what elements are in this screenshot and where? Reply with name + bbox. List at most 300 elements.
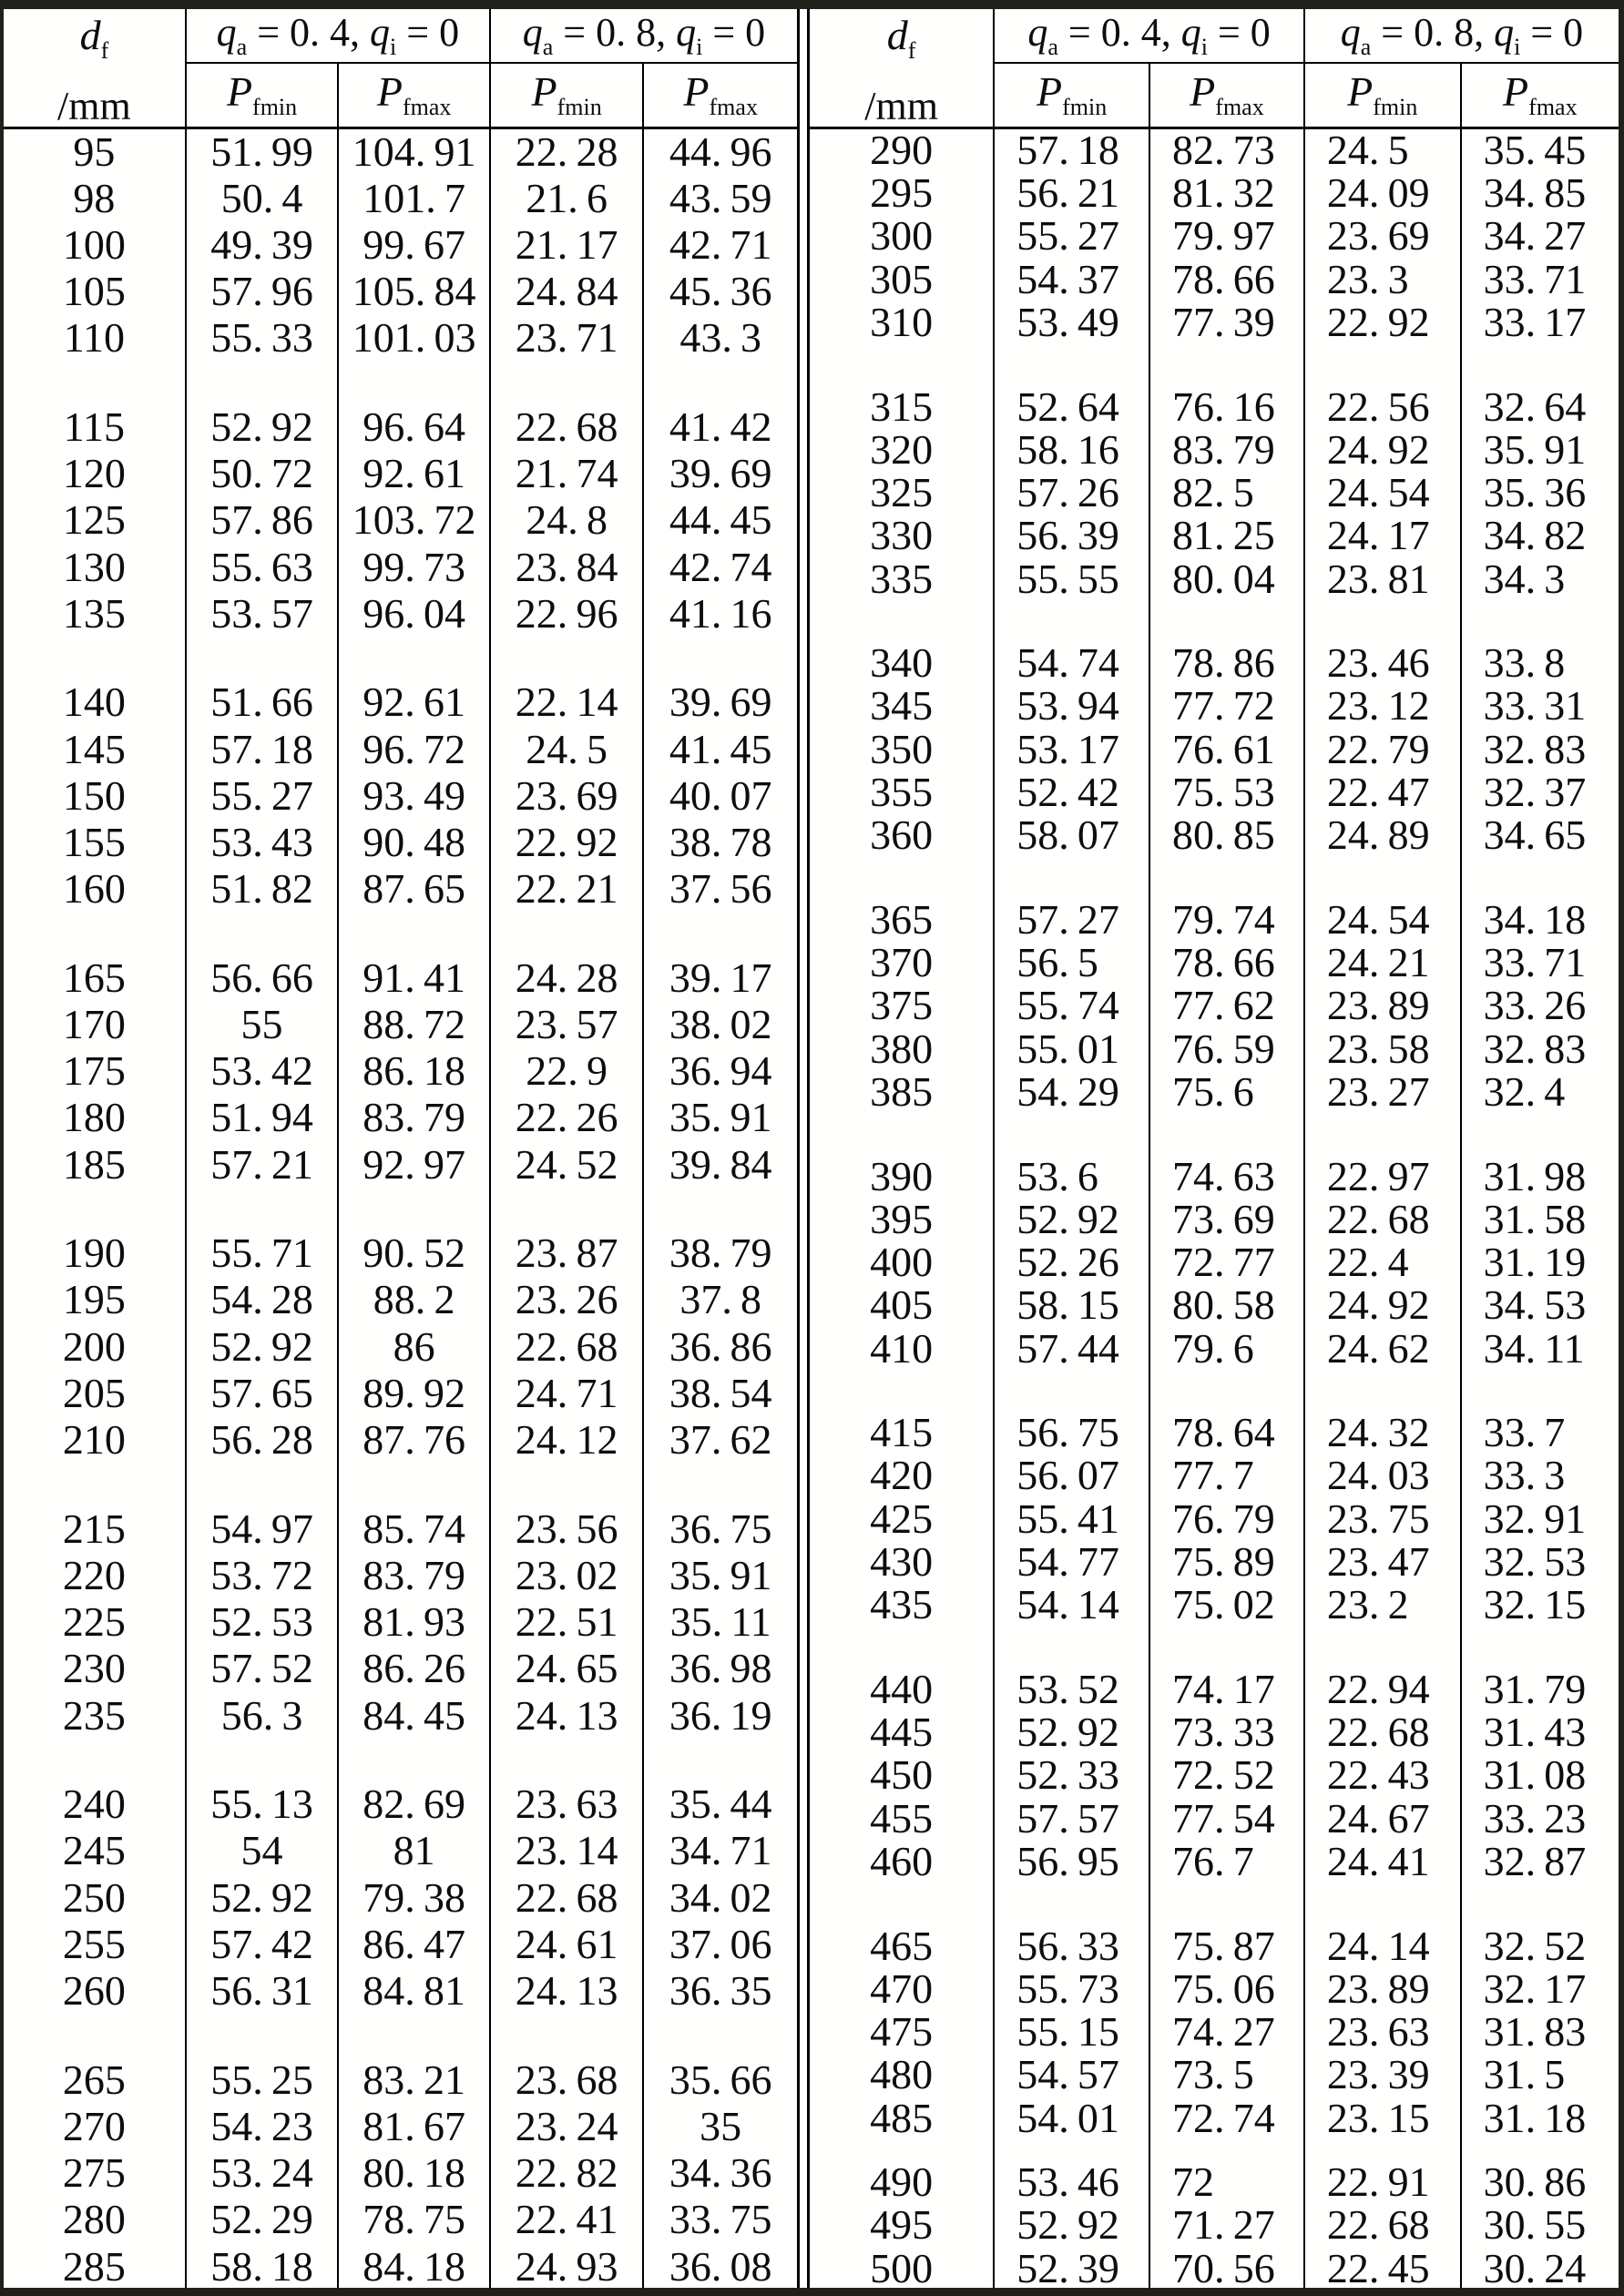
value-cell: 54. 29 <box>994 1070 1149 1113</box>
table-row <box>4 2056 799 2103</box>
value-cell: 54. 23 <box>186 2103 339 2149</box>
spacer-cell <box>1149 857 1304 898</box>
value-cell: 92. 61 <box>338 679 490 726</box>
df-cell: 230 <box>62 1645 126 1692</box>
value-cell: 33. 26 <box>1461 985 1619 1027</box>
value-cell: 77. 62 <box>1149 985 1304 1027</box>
value-cell: 73. 33 <box>1149 1711 1304 1754</box>
value-cell: 51. 94 <box>186 1095 339 1141</box>
table-row <box>809 1967 1619 2010</box>
value-cell: 36. 19 <box>643 1692 798 1739</box>
df-cell: 270 <box>62 2102 126 2149</box>
table-row <box>809 258 1619 301</box>
value-cell: 74. 17 <box>1149 1668 1304 1710</box>
value-cell: 88. 72 <box>338 1001 490 1047</box>
df-cell: 300 <box>870 212 934 260</box>
df-cell: 380 <box>870 1025 934 1072</box>
table-row <box>809 128 1619 172</box>
value-cell: 49. 39 <box>186 221 339 268</box>
value-cell: 80. 58 <box>1149 1284 1304 1327</box>
value-cell: 33. 23 <box>1461 1797 1619 1840</box>
df-cell: 450 <box>870 1751 934 1799</box>
spacer-cell <box>186 362 339 403</box>
value-cell: 22. 9 <box>490 1048 643 1095</box>
value-cell: 99. 67 <box>338 221 490 268</box>
spacer-cell <box>809 1883 995 1924</box>
value-cell: 31. 18 <box>1461 2097 1619 2139</box>
df-cell: 435 <box>870 1581 934 1628</box>
value-cell: 53. 52 <box>994 1668 1149 1710</box>
value-cell: 34. 3 <box>1461 557 1619 600</box>
value-cell: 74. 27 <box>1149 2010 1304 2053</box>
value-cell: 22. 45 <box>1304 2247 1461 2291</box>
df-cell: 180 <box>62 1094 126 1141</box>
spacer-cell <box>1304 1370 1461 1411</box>
value-cell: 87. 65 <box>338 866 490 913</box>
df-cell: 100 <box>62 220 126 268</box>
spacer-cell <box>1304 2139 1461 2160</box>
half-divider <box>800 9 807 2288</box>
value-cell: 77. 7 <box>1149 1454 1304 1497</box>
value-cell: 51. 82 <box>186 866 339 913</box>
df-cell: 415 <box>870 1409 934 1456</box>
spacer-cell <box>1304 600 1461 641</box>
df-symbol: $d_f$ <box>886 12 916 65</box>
value-cell: 32. 83 <box>1461 728 1619 770</box>
spacer-cell <box>1304 1114 1461 1155</box>
df-cell: 185 <box>62 1140 126 1188</box>
value-cell: 24. 71 <box>490 1370 643 1416</box>
value-cell: 38. 79 <box>643 1230 798 1277</box>
value-cell: 23. 39 <box>1304 2054 1461 2097</box>
df-cell: 160 <box>62 865 126 913</box>
value-cell: 52. 92 <box>994 2204 1149 2247</box>
value-cell: 22. 91 <box>1304 2160 1461 2203</box>
value-cell: 54 <box>186 1828 339 1874</box>
table-row <box>809 557 1619 600</box>
value-cell: 35. 66 <box>643 2056 798 2103</box>
value-cell: 24. 65 <box>490 1646 643 1692</box>
spacer-cell <box>338 1188 490 1230</box>
group-spacer-row <box>4 1464 799 1505</box>
value-cell: 96. 72 <box>338 726 490 772</box>
group-spacer-row <box>4 1188 799 1230</box>
value-cell: 23. 12 <box>1304 685 1461 728</box>
value-cell: 52. 29 <box>186 2197 339 2243</box>
value-cell: 87. 76 <box>338 1417 490 1464</box>
spacer-cell <box>1304 1883 1461 1924</box>
value-cell: 23. 63 <box>490 1781 643 1828</box>
value-cell: 23. 56 <box>490 1505 643 1552</box>
value-cell: 24. 54 <box>1304 898 1461 941</box>
group-spacer-row <box>4 637 799 679</box>
df-header-cell <box>809 9 995 128</box>
value-cell: 22. 21 <box>490 866 643 913</box>
value-cell: 76. 59 <box>1149 1027 1304 1070</box>
value-cell: 78. 86 <box>1149 642 1304 685</box>
table-body-right <box>809 128 1619 2291</box>
value-cell: 72. 77 <box>1149 1240 1304 1283</box>
table-row <box>4 2197 799 2243</box>
value-cell: 35. 91 <box>643 1095 798 1141</box>
value-cell: 36. 35 <box>643 1968 798 2015</box>
table-row <box>4 1505 799 1552</box>
value-cell: 56. 66 <box>186 954 339 1001</box>
table-header-right <box>809 9 1619 128</box>
value-cell: 23. 27 <box>1304 1070 1461 1113</box>
value-cell: 75. 53 <box>1149 770 1304 813</box>
value-cell: 35. 44 <box>643 1781 798 1828</box>
df-cell: 240 <box>62 1781 126 1828</box>
df-cell: 275 <box>62 2149 126 2197</box>
value-cell: 50. 72 <box>186 450 339 496</box>
value-cell: 57. 52 <box>186 1646 339 1692</box>
df-cell: 210 <box>62 1416 126 1464</box>
spacer-cell <box>338 2015 490 2056</box>
value-cell: 54. 77 <box>994 1540 1149 1583</box>
value-cell: 33. 75 <box>643 2197 798 2243</box>
value-cell: 53. 72 <box>186 1552 339 1598</box>
table-row <box>809 1584 1619 1627</box>
table-row <box>809 2247 1619 2291</box>
table-row <box>4 819 799 865</box>
value-cell: 24. 14 <box>1304 1924 1461 1967</box>
spacer-cell <box>186 913 339 954</box>
value-cell: 32. 64 <box>1461 385 1619 428</box>
value-cell: 52. 33 <box>994 1754 1149 1797</box>
value-cell: 78. 66 <box>1149 258 1304 301</box>
spacer-cell <box>1461 1627 1619 1668</box>
value-cell: 23. 24 <box>490 2103 643 2149</box>
group-spacer-row <box>4 2015 799 2056</box>
group-spacer-row <box>809 1883 1619 1924</box>
value-cell: 52. 92 <box>994 1198 1149 1240</box>
table-row <box>4 175 799 221</box>
value-cell: 56. 21 <box>994 171 1149 214</box>
value-cell: 83. 79 <box>338 1552 490 1598</box>
table-row <box>4 590 799 637</box>
value-cell: 56. 39 <box>994 515 1149 557</box>
value-cell: 41. 42 <box>643 403 798 450</box>
value-cell: 34. 36 <box>643 2149 798 2196</box>
spacer-cell <box>1149 1883 1304 1924</box>
value-cell: 55. 73 <box>994 1967 1149 2010</box>
spacer-cell <box>809 344 995 385</box>
value-cell: 56. 07 <box>994 1454 1149 1497</box>
group-spacer-row <box>4 913 799 954</box>
value-cell: 22. 68 <box>1304 1711 1461 1754</box>
spacer-cell <box>186 2015 339 2056</box>
value-cell: 22. 43 <box>1304 1754 1461 1797</box>
df-cell: 285 <box>62 2242 126 2290</box>
value-cell: 80. 85 <box>1149 814 1304 857</box>
value-cell: 33. 17 <box>1461 301 1619 343</box>
df-cell: 135 <box>62 589 126 637</box>
value-cell: 24. 41 <box>1304 1840 1461 1883</box>
value-cell: 31. 98 <box>1461 1155 1619 1198</box>
value-cell: 56. 28 <box>186 1417 339 1464</box>
spacer-cell <box>994 1627 1149 1668</box>
table-row <box>809 770 1619 813</box>
value-cell: 86. 26 <box>338 1646 490 1692</box>
value-cell: 55. 63 <box>186 544 339 590</box>
value-cell: 39. 84 <box>643 1141 798 1188</box>
df-cell: 320 <box>870 425 934 473</box>
value-cell: 54. 97 <box>186 1505 339 1552</box>
value-cell: 77. 72 <box>1149 685 1304 728</box>
value-cell: 55. 01 <box>994 1027 1149 1070</box>
spacer-cell <box>994 1370 1149 1411</box>
value-cell: 81. 67 <box>338 2103 490 2149</box>
spacer-cell <box>4 637 186 679</box>
df-cell: 95 <box>73 128 116 176</box>
value-cell: 53. 6 <box>994 1155 1149 1198</box>
table-row <box>809 1412 1619 1454</box>
value-cell: 31. 58 <box>1461 1198 1619 1240</box>
value-cell: 22. 14 <box>490 679 643 726</box>
value-cell: 56. 3 <box>186 1692 339 1739</box>
value-cell: 53. 46 <box>994 2160 1149 2203</box>
value-cell: 82. 69 <box>338 1781 490 1828</box>
table-row <box>809 385 1619 428</box>
value-cell: 84. 18 <box>338 2243 490 2291</box>
value-cell: 101. 7 <box>338 175 490 221</box>
value-cell: 55. 15 <box>994 2010 1149 2053</box>
value-cell: 43. 59 <box>643 175 798 221</box>
value-cell: 23. 89 <box>1304 985 1461 1027</box>
table-row <box>809 1754 1619 1797</box>
df-cell: 370 <box>870 939 934 986</box>
spacer-cell <box>338 362 490 403</box>
table-row <box>4 268 799 314</box>
table-row <box>4 1323 799 1370</box>
value-cell: 53. 24 <box>186 2149 339 2196</box>
df-cell: 165 <box>62 954 126 1001</box>
value-cell: 37. 8 <box>643 1277 798 1323</box>
spacer-cell <box>4 1188 186 1230</box>
value-cell: 58. 07 <box>994 814 1149 857</box>
spacer-cell <box>4 362 186 403</box>
value-cell: 79. 74 <box>1149 898 1304 941</box>
spacer-cell <box>994 857 1149 898</box>
value-cell: 40. 07 <box>643 772 798 819</box>
df-cell: 260 <box>62 1967 126 2015</box>
value-cell: 54. 37 <box>994 258 1149 301</box>
value-cell: 73. 5 <box>1149 2054 1304 2097</box>
spacer-cell <box>1149 1627 1304 1668</box>
value-cell: 23. 2 <box>1304 1584 1461 1627</box>
spacer-cell <box>809 1114 995 1155</box>
table-row <box>4 954 799 1001</box>
df-cell: 170 <box>62 1000 126 1047</box>
value-cell: 74. 63 <box>1149 1155 1304 1198</box>
table-row <box>809 1454 1619 1497</box>
spacer-cell <box>1149 2139 1304 2160</box>
spacer-cell <box>643 362 798 403</box>
table-row <box>809 1924 1619 1967</box>
df-cell: 130 <box>62 543 126 590</box>
value-cell: 86. 18 <box>338 1048 490 1095</box>
df-cell: 340 <box>870 639 934 687</box>
value-cell: 32. 4 <box>1461 1070 1619 1113</box>
value-cell: 35. 91 <box>643 1552 798 1598</box>
df-cell: 350 <box>870 725 934 772</box>
value-cell: 23. 14 <box>490 1828 643 1874</box>
df-cell: 460 <box>870 1837 934 1884</box>
value-cell: 31. 08 <box>1461 1754 1619 1797</box>
df-cell: 105 <box>62 268 126 315</box>
value-cell: 75. 06 <box>1149 1967 1304 2010</box>
value-cell: 23. 47 <box>1304 1540 1461 1583</box>
table-row <box>809 728 1619 770</box>
spacer-cell <box>809 2139 995 2160</box>
value-cell: 55. 13 <box>186 1781 339 1828</box>
value-cell: 24. 32 <box>1304 1412 1461 1454</box>
table-row <box>809 215 1619 258</box>
value-cell: 78. 75 <box>338 2197 490 2243</box>
value-cell: 51. 66 <box>186 679 339 726</box>
spacer-cell <box>994 1883 1149 1924</box>
right-table-container <box>807 9 1619 2291</box>
value-cell: 101. 03 <box>338 315 490 362</box>
df-cell: 495 <box>870 2201 934 2249</box>
table-row <box>4 128 799 175</box>
value-cell: 22. 97 <box>1304 1155 1461 1198</box>
value-cell: 24. 89 <box>1304 814 1461 857</box>
value-cell: 34. 71 <box>643 1828 798 1874</box>
value-cell: 52. 42 <box>994 770 1149 813</box>
value-cell: 72 <box>1149 2160 1304 2203</box>
spacer-cell <box>643 637 798 679</box>
value-cell: 104. 91 <box>338 128 490 175</box>
value-cell: 56. 75 <box>994 1412 1149 1454</box>
value-cell: 23. 58 <box>1304 1027 1461 1070</box>
value-cell: 24. 12 <box>490 1417 643 1464</box>
df-cell: 410 <box>870 1324 934 1372</box>
value-cell: 37. 06 <box>643 1921 798 1967</box>
value-cell: 23. 89 <box>1304 1967 1461 2010</box>
value-cell: 45. 36 <box>643 268 798 314</box>
value-cell: 23. 46 <box>1304 642 1461 685</box>
q04-group-header-cell: $q_a = 0$. 4, $q_i = 0$ <box>186 9 490 63</box>
q04-group-header-cell: $q_a = 0$. 4, $q_i = 0$ <box>994 9 1304 63</box>
value-cell: 24. 21 <box>1304 941 1461 984</box>
df-cell: 335 <box>870 555 934 602</box>
value-cell: 52. 53 <box>186 1599 339 1646</box>
value-cell: 23. 81 <box>1304 557 1461 600</box>
value-cell: 34. 82 <box>1461 515 1619 557</box>
df-cell: 355 <box>870 769 934 816</box>
value-cell: 57. 44 <box>994 1327 1149 1370</box>
table-row <box>4 1828 799 1874</box>
value-cell: 41. 16 <box>643 590 798 637</box>
value-cell: 44. 96 <box>643 128 798 175</box>
value-cell: 22. 94 <box>1304 1668 1461 1710</box>
value-cell: 39. 17 <box>643 954 798 1001</box>
spacer-cell <box>186 1464 339 1505</box>
table-row <box>4 1048 799 1095</box>
table-row <box>4 1968 799 2015</box>
table-row <box>4 866 799 913</box>
value-cell: 22. 82 <box>490 2149 643 2196</box>
table-row <box>809 1027 1619 1070</box>
value-cell: 30. 86 <box>1461 2160 1619 2203</box>
value-cell: 37. 56 <box>643 866 798 913</box>
value-cell: 22. 28 <box>490 128 643 175</box>
df-cell: 250 <box>62 1873 126 1921</box>
value-cell: 23. 15 <box>1304 2097 1461 2139</box>
df-cell: 365 <box>870 895 934 943</box>
value-cell: 22. 68 <box>490 1874 643 1921</box>
value-cell: 79. 38 <box>338 1874 490 1921</box>
value-cell: 85. 74 <box>338 1505 490 1552</box>
value-cell: 34. 02 <box>643 1874 798 1921</box>
value-cell: 75. 02 <box>1149 1584 1304 1627</box>
df-cell: 425 <box>870 1495 934 1542</box>
value-cell: 86. 47 <box>338 1921 490 1967</box>
df-cell: 325 <box>870 469 934 516</box>
table-row <box>809 1797 1619 1840</box>
table-row <box>4 1874 799 1921</box>
value-cell: 83. 79 <box>338 1095 490 1141</box>
q08-group-header-cell: $q_a = 0$. 8, $q_i = 0$ <box>490 9 799 63</box>
value-cell: 88. 2 <box>338 1277 490 1323</box>
value-cell: 53. 49 <box>994 301 1149 343</box>
value-cell: 21. 6 <box>490 175 643 221</box>
group-spacer-row <box>809 1114 1619 1155</box>
value-cell: 32. 17 <box>1461 1967 1619 2010</box>
left-table-container <box>4 9 800 2288</box>
table-row <box>4 1599 799 1646</box>
spacer-cell <box>994 600 1149 641</box>
table-row <box>4 1230 799 1277</box>
value-cell: 55. 55 <box>994 557 1149 600</box>
value-cell: 32. 52 <box>1461 1924 1619 1967</box>
table-row <box>809 1497 1619 1540</box>
value-cell: 52. 92 <box>186 403 339 450</box>
value-cell: 24. 13 <box>490 1692 643 1739</box>
value-cell: 34. 18 <box>1461 898 1619 941</box>
value-cell: 92. 97 <box>338 1141 490 1188</box>
value-cell: 24. 13 <box>490 1968 643 2015</box>
table-row <box>4 221 799 268</box>
value-cell: 24. 54 <box>1304 471 1461 514</box>
df-cell: 150 <box>62 771 126 819</box>
value-cell: 75. 87 <box>1149 1924 1304 1967</box>
value-cell: 24. 61 <box>490 1921 643 1967</box>
value-cell: 24. 92 <box>1304 1284 1461 1327</box>
df-cell: 235 <box>62 1691 126 1739</box>
table-row <box>4 2243 799 2291</box>
table-row <box>809 428 1619 471</box>
value-cell: 55. 27 <box>994 215 1149 258</box>
value-cell: 57. 42 <box>186 1921 339 1967</box>
value-cell: 35 <box>643 2103 798 2149</box>
df-cell: 110 <box>63 314 126 362</box>
df-cell: 455 <box>870 1794 934 1842</box>
value-cell: 23. 3 <box>1304 258 1461 301</box>
value-cell: 23. 68 <box>490 2056 643 2103</box>
value-cell: 23. 02 <box>490 1552 643 1598</box>
spacer-cell <box>809 1370 995 1411</box>
value-cell: 55. 71 <box>186 1230 339 1277</box>
value-cell: 55. 27 <box>186 772 339 819</box>
value-cell: 34. 85 <box>1461 171 1619 214</box>
table-row <box>809 301 1619 343</box>
spacer-cell <box>643 1739 798 1781</box>
table-row <box>4 403 799 450</box>
df-cell: 395 <box>870 1195 934 1242</box>
